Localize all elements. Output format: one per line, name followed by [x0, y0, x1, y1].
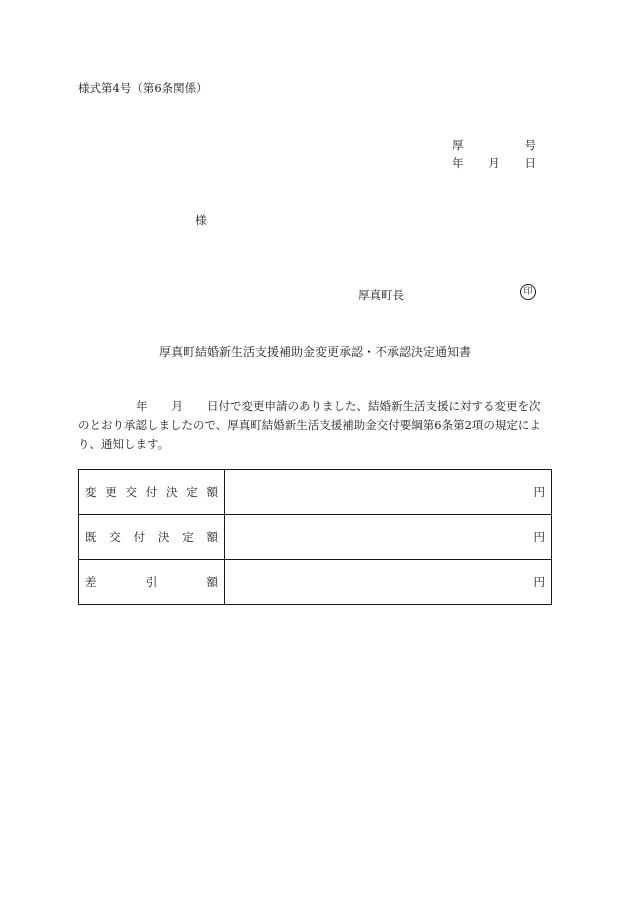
- body-line-2: のとおり承認しましたので、厚真町結婚新生活支援補助金交付要綱第6条第2項の規定によ: [78, 418, 541, 432]
- amount-row: [79, 515, 552, 560]
- label-char: 決: [157, 530, 170, 544]
- reference-suffix: 号: [524, 138, 536, 152]
- amount-row: [79, 560, 552, 605]
- addressee-honorific: 様: [195, 213, 207, 227]
- amount-row: [79, 470, 552, 515]
- label-char: 付: [145, 485, 158, 499]
- amount-table: [78, 469, 552, 605]
- amount-value-cell[interactable]: [225, 560, 552, 605]
- label-char: 交: [109, 530, 121, 544]
- seal-mark: 印: [520, 284, 536, 300]
- body-year: 年: [136, 399, 148, 413]
- body-paragraph: [78, 397, 550, 454]
- reference-prefix: 厚: [452, 138, 464, 152]
- amount-value-cell[interactable]: [225, 515, 552, 560]
- document-title: 厚真町結婚新生活支援補助金変更承認・不承認決定通知書: [158, 345, 471, 359]
- label-char: 決: [166, 485, 178, 499]
- amount-row-label: [79, 560, 225, 605]
- body-day-text: 日付で変更申請のありました、結婚新生活支援に対する変更を次: [207, 399, 541, 413]
- body-line-3: り、通知します。: [78, 437, 170, 451]
- label-char: 更: [105, 485, 117, 499]
- amount-row-label: [79, 515, 225, 560]
- label-char: 定: [182, 530, 194, 544]
- date-month: 月: [488, 156, 500, 170]
- issuer-title: 厚真町長: [358, 288, 404, 302]
- date-year: 年: [452, 156, 464, 170]
- amount-row-label: [79, 470, 225, 515]
- amount-row-label-text: [85, 529, 218, 545]
- form-number: 様式第4号（第6条関係）: [78, 81, 208, 95]
- reference-number: [452, 137, 536, 153]
- label-char: 付: [133, 530, 146, 544]
- label-char: 額: [206, 530, 218, 544]
- amount-value-cell[interactable]: [225, 470, 552, 515]
- amount-row-label-text: [85, 484, 218, 500]
- body-month: 月: [171, 399, 183, 413]
- date-day: 日: [524, 156, 536, 170]
- label-char: 差: [85, 575, 97, 589]
- currency-unit: 円: [533, 575, 545, 589]
- label-char: 定: [186, 485, 198, 499]
- label-char: 交: [125, 485, 137, 499]
- issue-date: [452, 155, 536, 171]
- amount-row-label-text: [85, 574, 218, 590]
- label-char: 変: [85, 485, 97, 499]
- label-char: 既: [85, 530, 97, 544]
- currency-unit: 円: [533, 530, 545, 544]
- label-char: 額: [206, 485, 218, 499]
- label-char: 額: [206, 575, 218, 589]
- label-char: 引: [145, 575, 158, 589]
- currency-unit: 円: [533, 485, 545, 499]
- body-line-1: [78, 397, 550, 416]
